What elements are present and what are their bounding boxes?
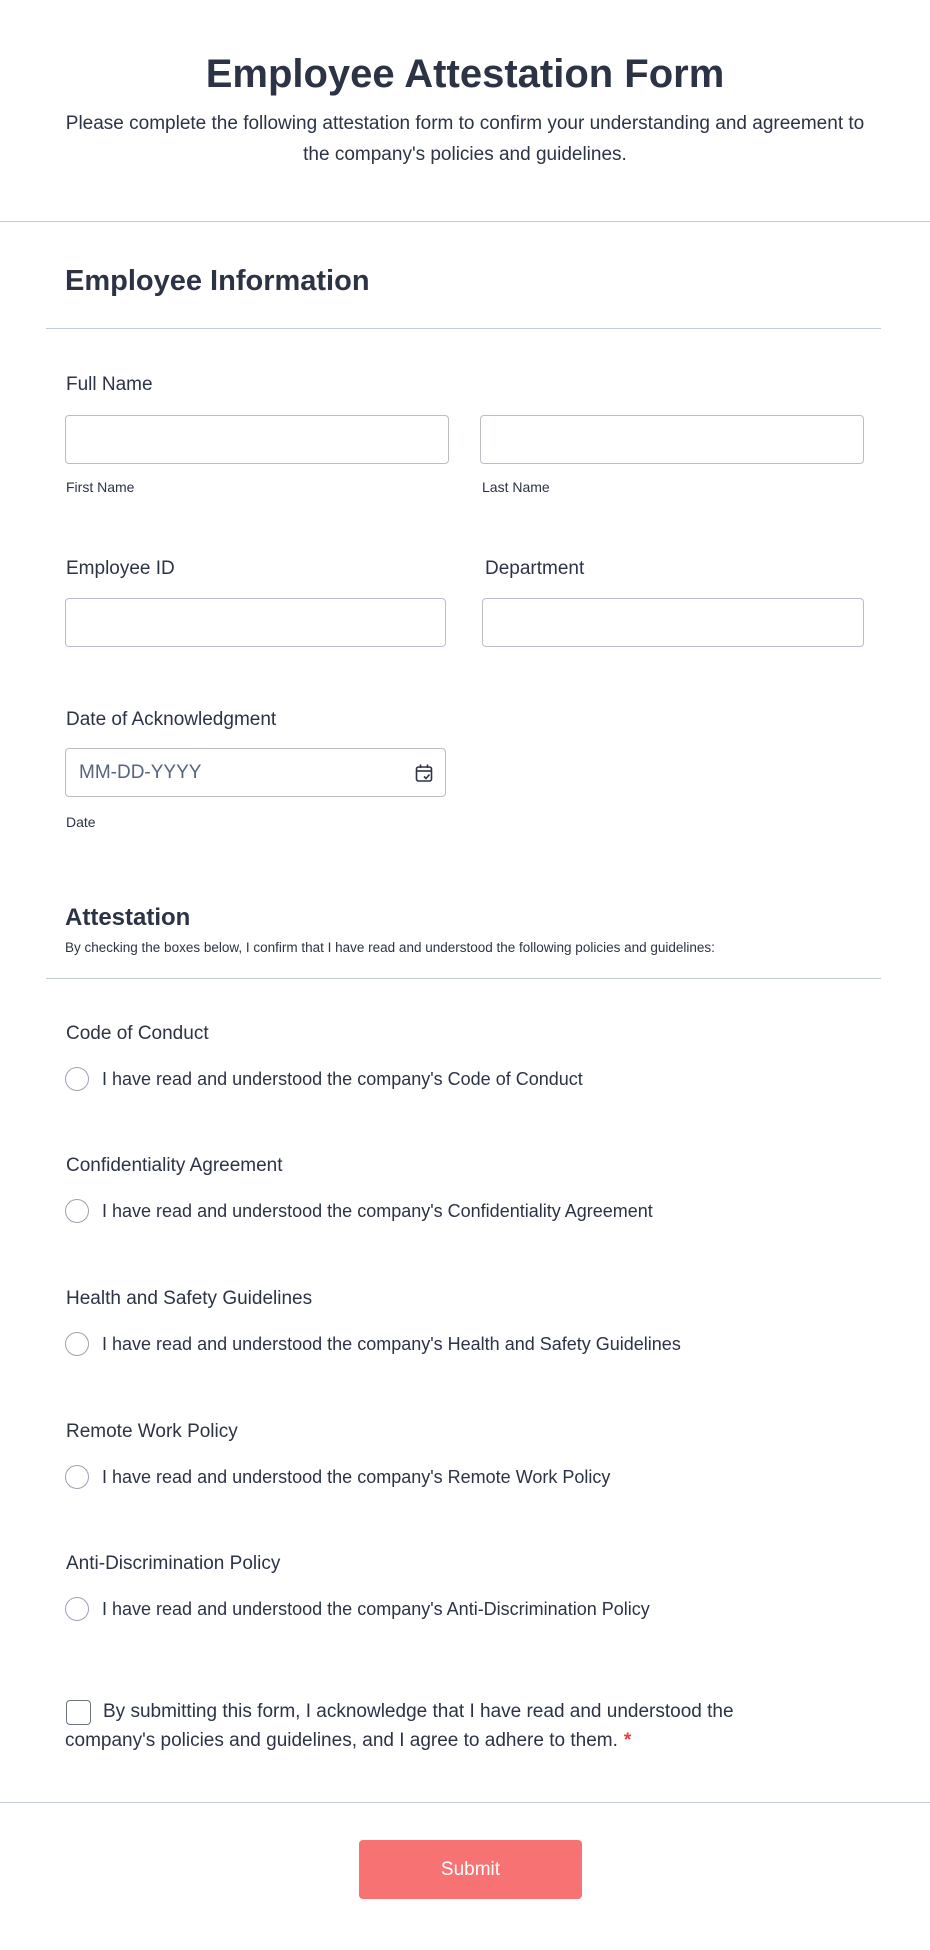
last-name-sublabel: Last Name	[482, 479, 550, 495]
employee-id-input[interactable]	[65, 598, 446, 647]
first-name-input[interactable]	[65, 415, 449, 464]
policy-option-text: I have read and understood the company's Confidentiality Agreement	[102, 1200, 653, 1221]
date-input[interactable]	[65, 748, 446, 797]
section-title-attestation: Attestation	[65, 904, 191, 931]
policy-option-text: I have read and understood the company's Health and Safety Guidelines	[102, 1333, 681, 1354]
policy-label: Confidentiality Agreement	[66, 1155, 283, 1176]
page-title: Employee Attestation Form	[205, 52, 725, 96]
consent-text	[65, 1697, 785, 1755]
policy-label: Remote Work Policy	[66, 1421, 238, 1442]
policy-option[interactable]	[65, 1332, 681, 1356]
policy-option-text: I have read and understood the company's Remote Work Policy	[102, 1466, 611, 1487]
last-name-input[interactable]	[480, 415, 864, 464]
full-name-label: Full Name	[66, 374, 153, 395]
page-subtitle: Please complete the following attestation form to confirm your understanding and agreement to the company's policies and guidelines.	[65, 113, 865, 165]
consent-label: By submitting this form, I acknowledge that I have read and understood the company's policies and guidelines, and I agree to adhere to them.	[65, 1701, 734, 1751]
policy-option[interactable]	[65, 1465, 610, 1489]
department-input[interactable]	[482, 598, 864, 647]
policy-option[interactable]	[65, 1199, 653, 1223]
date-label: Date of Acknowledgment	[66, 709, 277, 730]
divider	[46, 328, 881, 329]
attestation-description: By checking the boxes below, I confirm that I have read and understood the following policies and guidelines:	[65, 940, 715, 955]
policy-option-text: I have read and understood the company's Code of Conduct	[102, 1068, 583, 1089]
radio-button[interactable]	[65, 1465, 89, 1489]
section-title-employee-information: Employee Information	[65, 265, 370, 297]
calendar-icon[interactable]	[415, 763, 433, 783]
date-placeholder: MM-DD-YYYY	[79, 762, 202, 783]
date-sublabel: Date	[66, 814, 96, 830]
policy-label: Health and Safety Guidelines	[66, 1288, 313, 1309]
policy-option[interactable]	[65, 1067, 583, 1091]
first-name-sublabel: First Name	[66, 479, 135, 495]
employee-id-label: Employee ID	[66, 558, 175, 579]
policy-label: Anti-Discrimination Policy	[66, 1553, 281, 1574]
divider	[0, 221, 930, 222]
divider	[0, 1802, 930, 1803]
divider	[46, 978, 881, 979]
radio-button[interactable]	[65, 1067, 89, 1091]
policy-option-text: I have read and understood the company's Anti-Discrimination Policy	[102, 1598, 650, 1619]
radio-button[interactable]	[65, 1199, 89, 1223]
submit-button[interactable]: Submit	[359, 1840, 582, 1899]
policy-label: Code of Conduct	[66, 1023, 209, 1044]
policy-option[interactable]	[65, 1597, 650, 1621]
required-marker: *	[623, 1730, 632, 1751]
radio-button[interactable]	[65, 1597, 89, 1621]
department-label: Department	[485, 558, 585, 579]
radio-button[interactable]	[65, 1332, 89, 1356]
